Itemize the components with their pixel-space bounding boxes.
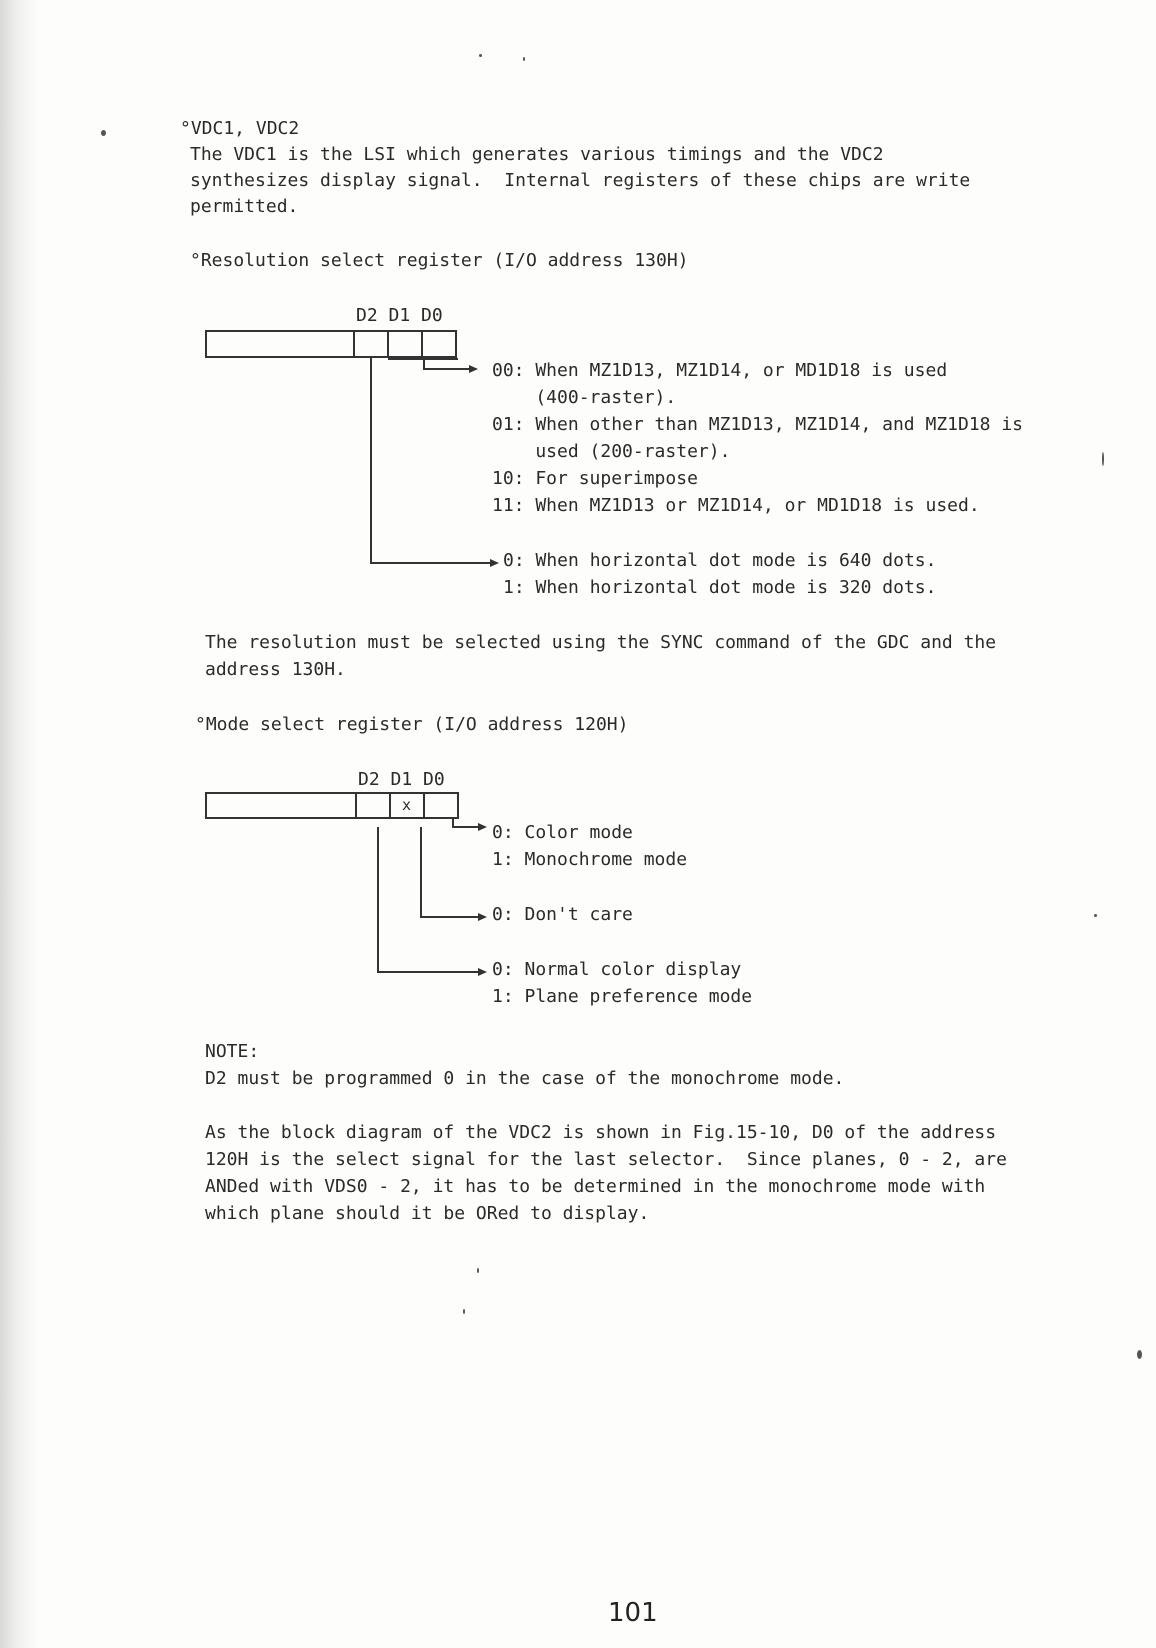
scan-speck [1137, 1350, 1142, 1359]
note-text: D2 must be programmed 0 in the case of the monochrome mode. [205, 1068, 845, 1089]
scan-speck [1102, 452, 1104, 466]
mode-register-heading: °Mode select register (I/O address 120H) [195, 714, 629, 735]
closing-line-2: 120H is the select signal for the last selector. Since planes, 0 - 2, are [205, 1149, 1007, 1170]
d1d0-option-10: 10: For superimpose [492, 468, 698, 489]
mode-cell-d2 [355, 792, 391, 819]
scan-speck [1094, 914, 1097, 917]
intro-line-3: permitted. [190, 196, 299, 217]
mode-cell-d1 [389, 792, 425, 819]
mode-d0-connector-h [452, 826, 480, 828]
scan-speck [479, 54, 482, 57]
d1d0-option-11: 11: When MZ1D13 or MZ1D14, or MD1D18 is used. [492, 495, 980, 516]
mode-d2-connector-v [377, 827, 379, 973]
mode-bit-labels: D2 D1 D0 [358, 769, 445, 790]
mode-d0-option-0: 0: Color mode [492, 822, 633, 843]
resolution-note-line-1: The resolution must be selected using the SYNC command of the GDC and the [205, 632, 997, 653]
d2-arrow [490, 559, 499, 567]
page-edge-shadow [0, 0, 40, 1648]
intro-line-2: synthesizes display signal. Internal registers of these chips are write [190, 170, 971, 191]
d2-connector-v [370, 358, 372, 564]
scan-speck [463, 1309, 465, 1314]
mode-cell-d0 [423, 792, 459, 819]
note-label: NOTE: [205, 1041, 260, 1062]
register-cell-d0 [421, 330, 457, 358]
mode-d1-connector-h [420, 916, 480, 918]
mode-d2-option-1: 1: Plane preference mode [492, 986, 753, 1007]
closing-line-3: ANDed with VDS0 - 2, it has to be determined in the monochrome mode with [205, 1176, 986, 1197]
register-field-upper [205, 330, 355, 358]
mode-d2-option-0: 0: Normal color display [492, 959, 742, 980]
mode-d2-arrow [478, 968, 487, 976]
closing-line-1: As the block diagram of the VDC2 is shown in Fig.15-10, D0 of the address [205, 1122, 997, 1143]
d1d0-arrow [469, 365, 478, 373]
d1d0-option-00: 00: When MZ1D13, MZ1D14, or MD1D18 is used [492, 360, 948, 381]
d2-option-1: 1: When horizontal dot mode is 320 dots. [503, 577, 937, 598]
mode-field-upper [205, 792, 357, 819]
register-cell-d2 [353, 330, 389, 358]
mode-d0-option-1: 1: Monochrome mode [492, 849, 688, 870]
mode-d2-connector-h [377, 971, 480, 973]
register-cell-d1 [387, 330, 423, 358]
closing-line-4: which plane should it be ORed to display. [205, 1203, 650, 1224]
page-number: 101 [608, 1598, 658, 1628]
d1d0-option-01-cont: used (200-raster). [492, 441, 731, 462]
d1d0-option-01: 01: When other than MZ1D13, MZ1D14, and MZ1D18 is [492, 414, 1024, 435]
scan-speck [101, 130, 106, 136]
resolution-note-line-2: address 130H. [205, 659, 346, 680]
resolution-register-heading: °Resolution select register (I/O address 130H) [190, 250, 689, 271]
scan-speck [477, 1268, 479, 1273]
d2-connector-h [370, 562, 492, 564]
scan-speck [523, 57, 525, 61]
d1d0-connector-h [423, 368, 471, 370]
d2-option-0: 0: When horizontal dot mode is 640 dots. [503, 550, 937, 571]
intro-line-1: The VDC1 is the LSI which generates various timings and the VDC2 [190, 144, 884, 165]
resolution-bit-labels: D2 D1 D0 [356, 305, 443, 326]
section-heading-vdc: °VDC1, VDC2 [180, 118, 300, 139]
d1d0-option-00-cont: (400-raster). [492, 387, 677, 408]
mode-d1-connector-v [420, 827, 422, 918]
mode-d0-arrow [478, 823, 487, 831]
mode-d1-option-0: 0: Don't care [492, 904, 633, 925]
mode-cell-d1-mark: x [402, 796, 412, 814]
mode-d1-arrow [478, 913, 487, 921]
